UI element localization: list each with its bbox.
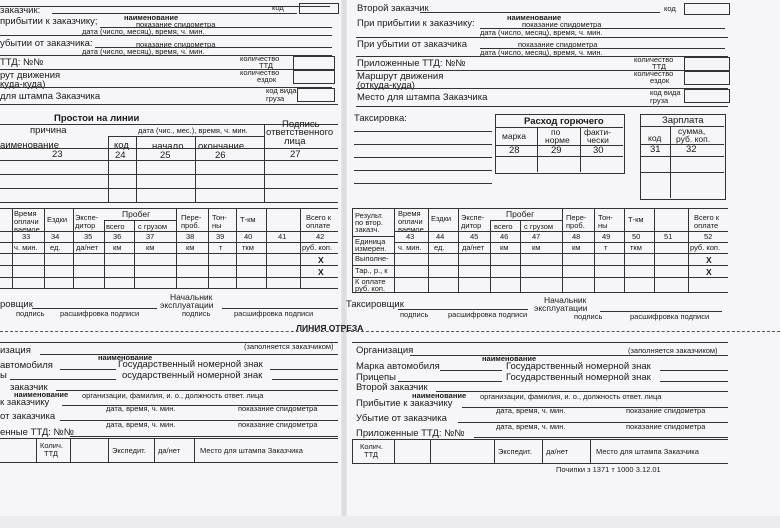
u-danet: да/нет — [76, 243, 99, 252]
n50: 50 — [632, 232, 641, 241]
izmer: измерен. — [355, 244, 387, 253]
ekspl: эксплуатации — [160, 300, 214, 310]
ezdki: Ездки — [47, 215, 68, 224]
kuda-label: (откуда-куда) — [357, 80, 415, 91]
vaemoe: ваемое — [14, 225, 40, 234]
col-26: 26 — [215, 150, 226, 161]
podpis1: подпись — [16, 309, 45, 318]
vaemoe: ваемое — [398, 225, 424, 234]
pritsepy: Прицепы — [356, 372, 397, 383]
col-31: 31 — [650, 144, 661, 155]
ubytie: от заказчика — [0, 411, 56, 422]
ny: ны — [598, 221, 608, 230]
n39: 39 — [216, 232, 225, 241]
tkm: Т-км — [628, 215, 644, 224]
kol-ttd: количество — [634, 55, 674, 64]
po-label: по — [551, 127, 561, 137]
x2: X — [318, 267, 324, 277]
shtamp-label: Место для штампа Заказчика — [357, 92, 488, 103]
ttd: енные ТТД: №№ — [0, 427, 74, 438]
footer-print-info: Почипки з 1371 т 1000 3.12.01 — [556, 465, 661, 474]
tkm: Т-км — [240, 215, 256, 224]
gos2: Государственный номерной знак — [506, 372, 651, 383]
kol-ezdok: количество — [634, 69, 674, 78]
u-rub: руб. коп. — [302, 243, 333, 252]
n48: 48 — [572, 232, 581, 241]
u-tkm: ткм — [630, 243, 642, 252]
povtor: по втор. — [355, 218, 383, 227]
liniya-otreza: ЛИНИЯ ОТРЕЗА — [296, 323, 364, 333]
naimenovanie-label: аименование — [0, 140, 59, 151]
u-chmin: ч. мин. — [14, 243, 38, 252]
x2: X — [706, 267, 712, 277]
x1: X — [318, 255, 324, 265]
oplate: оплате — [694, 221, 719, 230]
pere: Пере- — [566, 213, 587, 222]
kuda-label: куда-куда) — [0, 79, 46, 90]
u-km: км — [113, 243, 122, 252]
ubytie-label: убытии от заказчика: — [0, 38, 93, 49]
fakti-label: факти- — [584, 127, 612, 137]
pribytie-label: При прибытии к заказчику: — [357, 18, 475, 29]
n36: 36 — [113, 232, 122, 241]
data-vr: дата, время, ч. мин. — [496, 406, 566, 415]
vsego-k: Всего к — [694, 213, 720, 222]
naim2: наименование — [412, 391, 467, 400]
podpis-label: Подпись — [282, 119, 320, 130]
vsego: всего — [106, 222, 125, 231]
n52: 52 — [704, 232, 713, 241]
naimenovanie-label: наименование — [124, 13, 179, 22]
col-23: 23 — [52, 149, 63, 160]
naimenovanie-label: наименование — [507, 13, 562, 22]
kol-ezdok-2: ездок — [650, 76, 670, 85]
col-27: 27 — [290, 149, 301, 160]
ditor: дитор — [75, 221, 96, 230]
sgruzom: с грузом — [138, 222, 168, 231]
probeg: Пробег — [122, 209, 151, 219]
zp-summa: сумма, — [678, 126, 706, 136]
kod-vida: код вида — [650, 88, 681, 97]
n47: 47 — [532, 232, 541, 241]
naimenovanie: наименование — [98, 353, 153, 362]
n38: 38 — [186, 232, 195, 241]
kol-ttd-2: ТТД — [259, 61, 273, 70]
pokaz: показание спидометра — [626, 406, 706, 415]
col-30: 30 — [593, 145, 604, 156]
nachalnik: Начальник — [544, 295, 587, 305]
data-vr: дата, время, ч. мин. — [106, 404, 176, 413]
zapolnyaetsya: (заполняется заказчиком) — [628, 346, 718, 355]
n44: 44 — [436, 232, 445, 241]
pribytie-label: прибытии к заказчику; — [0, 16, 98, 27]
u-danet: да/нет — [462, 243, 485, 252]
oplachi: оплачи — [398, 217, 423, 226]
col-32: 32 — [686, 144, 697, 155]
gruza: груза — [266, 94, 285, 103]
org-fio: организации, фамилия, и. о., должность ответ. лица — [480, 392, 662, 401]
gos1: Государственный номерной знак — [118, 359, 263, 370]
ubytie: Убытие от заказчика — [356, 413, 447, 424]
naim2: наименование — [14, 390, 69, 399]
col-29: 29 — [551, 145, 562, 156]
u-t: т — [219, 243, 223, 252]
oplachi: оплачи — [14, 217, 39, 226]
n43: 43 — [406, 232, 415, 241]
zakazchik: заказчик — [10, 382, 48, 393]
prob: проб. — [566, 221, 585, 230]
vtoroy-label: Второй заказчик — [357, 3, 429, 14]
rezult: Результ. — [355, 211, 384, 220]
pokaz: показание спидометра — [238, 404, 318, 413]
naimenovanie: наименование — [482, 354, 537, 363]
danet: да/нет — [546, 447, 569, 456]
n33: 33 — [22, 232, 31, 241]
page-fold — [341, 0, 347, 528]
shtamp-label: для штампа Заказчика — [0, 91, 101, 102]
n45: 45 — [470, 232, 479, 241]
prostoi-title: Простои на линии — [54, 113, 140, 124]
vsego-k: Всего к — [306, 213, 332, 222]
n41: 41 — [278, 232, 287, 241]
ubytie-label: При убытии от заказчика — [357, 39, 467, 50]
pokaz-spid-2: показание спидометра — [136, 40, 216, 49]
vypolneno: Выполне- — [355, 254, 389, 263]
ttd2: ТТД — [44, 449, 58, 458]
zakazchik-label: заказчик: — [0, 5, 41, 16]
kol-ezdok-2: ездок — [257, 75, 277, 84]
n49: 49 — [602, 232, 611, 241]
podpis2: подпись — [182, 309, 211, 318]
danet: да/нет — [158, 446, 181, 455]
vtoroy: Второй заказчик — [356, 382, 428, 393]
n46: 46 — [500, 232, 509, 241]
kod-box — [299, 3, 339, 14]
kol-ttd-2: ТТД — [652, 62, 666, 71]
pribytie: Прибытие к заказчику — [356, 398, 453, 409]
u-km3: км — [572, 243, 581, 252]
rassh2: расшифровка подписи — [630, 312, 710, 321]
rassh2: расшифровка подписи — [234, 309, 314, 318]
nachalnik: Начальник — [170, 292, 213, 302]
edinitsa: Единица — [355, 237, 386, 246]
kod-vida: код вида — [266, 86, 297, 95]
u-rub: руб. коп. — [690, 243, 721, 252]
avtomobil: автомобиля — [0, 360, 53, 371]
rassh1: расшифровка подписи — [448, 310, 528, 319]
pokaz2: показание спидометра — [626, 422, 706, 431]
marshrut-label: рут движения — [0, 70, 61, 81]
organizatsiya: изация — [0, 345, 31, 356]
u-t: т — [604, 243, 608, 252]
marka: Марка автомобиля — [356, 361, 440, 372]
sgruzom: с грузом — [524, 222, 554, 231]
oplate: оплате — [306, 221, 331, 230]
prichina-label: причина — [30, 125, 67, 136]
u-ed: ед. — [434, 243, 445, 252]
vsego: всего — [494, 222, 513, 231]
ttd-label: ТТД: №№ — [0, 57, 44, 68]
gos1: Государственный номерной знак — [506, 361, 651, 372]
podpis2: подпись — [574, 312, 603, 321]
ttd2: ТТД — [364, 450, 378, 459]
cut-line — [0, 331, 780, 332]
scan-edge — [0, 516, 780, 528]
data-vr2: дата, время, ч. мин. — [496, 422, 566, 431]
col-28: 28 — [509, 145, 520, 156]
gos2: осударственный номерной знак — [122, 370, 263, 381]
u-km3: км — [186, 243, 195, 252]
kod-label: код — [664, 4, 676, 13]
tonn: Тон- — [598, 213, 613, 222]
data-label: дата (чис., мес.), время, ч. мин. — [138, 126, 248, 135]
zp-rub: руб. коп. — [676, 134, 711, 144]
kol-ezdok: количество — [240, 68, 280, 77]
kolich: Колич. — [360, 442, 383, 451]
marka-label: марка — [502, 131, 526, 141]
gruza: груза — [650, 96, 669, 105]
x1: X — [706, 255, 712, 265]
kod-label: код — [114, 140, 129, 151]
n40: 40 — [244, 232, 253, 241]
data-vremya-1: дата (число, месяц), время, ч. мин. — [480, 28, 603, 37]
zarplata-title: Зарплата — [662, 115, 704, 126]
ekspedit: Экспедит. — [112, 446, 146, 455]
pokaz-spid-2: показание спидометра — [518, 40, 598, 49]
ttd-label: Приложенные ТТД: №№ — [357, 58, 466, 69]
marshrut-label: Маршрут движения — [357, 71, 444, 82]
norme-label: норме — [545, 135, 570, 145]
taks: ровщик — [0, 299, 33, 310]
ekspe: Экспе- — [461, 213, 485, 222]
taksirovka-label: Таксировка: — [354, 113, 407, 124]
zakaz: заказч. — [355, 225, 380, 234]
u-km: км — [500, 243, 509, 252]
data-vr2: дата, время, ч. мин. — [106, 420, 176, 429]
rashod-title: Расход горючего — [524, 116, 604, 127]
rassh1: расшифровка подписи — [60, 309, 140, 318]
organizatsiya: Организация — [356, 345, 414, 356]
data-vremya-1: дата (число, месяц), время, ч. мин. — [82, 27, 205, 36]
pokaz2: показание спидометра — [238, 420, 318, 429]
otvetstv-label: ответственного — [266, 127, 334, 138]
pribytie: к заказчику — [0, 397, 50, 408]
litsa-label: лица — [284, 136, 306, 147]
rub-kop: руб. коп. — [355, 284, 386, 293]
data-vremya-2: дата (число, месяц), время, ч. мин. — [480, 48, 603, 57]
data-vremya-2: дата (число, месяц), время, ч. мин. — [82, 47, 205, 56]
zp-kod: код — [648, 133, 662, 143]
org-fio: организации, фамилия, и. о., должность ответ. лица — [82, 391, 264, 400]
col-25: 25 — [160, 150, 171, 161]
taks: Таксировщик — [346, 299, 404, 310]
ditor: дитор — [461, 221, 482, 230]
nachalo-label: начало — [152, 141, 184, 152]
podpis1: подпись — [400, 310, 429, 319]
probeg: Пробег — [506, 209, 535, 219]
ttd: Приложенные ТТД: №№ — [356, 428, 465, 439]
okonchanie-label: окончание — [198, 141, 245, 152]
ekspl: эксплуатации — [534, 303, 588, 313]
kod-label: код — [272, 3, 284, 12]
kolich: Колич. — [40, 441, 63, 450]
n42: 42 — [316, 232, 325, 241]
vremya: Время — [14, 209, 37, 218]
u-tkm: ткм — [242, 243, 254, 252]
u-ed: ед. — [50, 243, 61, 252]
vremya: Время — [398, 209, 421, 218]
pokaz-spid-1: показание спидометра — [522, 20, 602, 29]
ekspedit: Экспедит. — [498, 447, 532, 456]
cheski-label: чески — [587, 135, 609, 145]
pokaz-spid-1: показание спидометра — [136, 20, 216, 29]
mesto: Место для штампа Заказчика — [596, 447, 699, 456]
ny: ны — [212, 221, 222, 230]
u-km2: км — [532, 243, 541, 252]
tsepy: ы — [0, 370, 7, 381]
u-chmin: ч. мин. — [398, 243, 422, 252]
ezdki: Ездки — [431, 214, 452, 223]
kol-ttd: количество — [240, 54, 280, 63]
n37: 37 — [146, 232, 155, 241]
col-24: 24 — [115, 150, 126, 161]
prob: проб. — [181, 221, 200, 230]
ekspe: Экспе- — [75, 213, 99, 222]
n34: 34 — [51, 232, 60, 241]
k-oplate: К оплате — [355, 277, 386, 286]
pere: Пере- — [181, 213, 202, 222]
u-km2: км — [146, 243, 155, 252]
zapolnyaetsya: (заполняется заказчиком) — [244, 342, 334, 351]
mesto: Место для штампа Заказчика — [200, 446, 303, 455]
tar: Тар., р., к — [355, 266, 388, 275]
tonn: Тон- — [212, 213, 227, 222]
n35: 35 — [84, 232, 93, 241]
n51: 51 — [664, 232, 673, 241]
